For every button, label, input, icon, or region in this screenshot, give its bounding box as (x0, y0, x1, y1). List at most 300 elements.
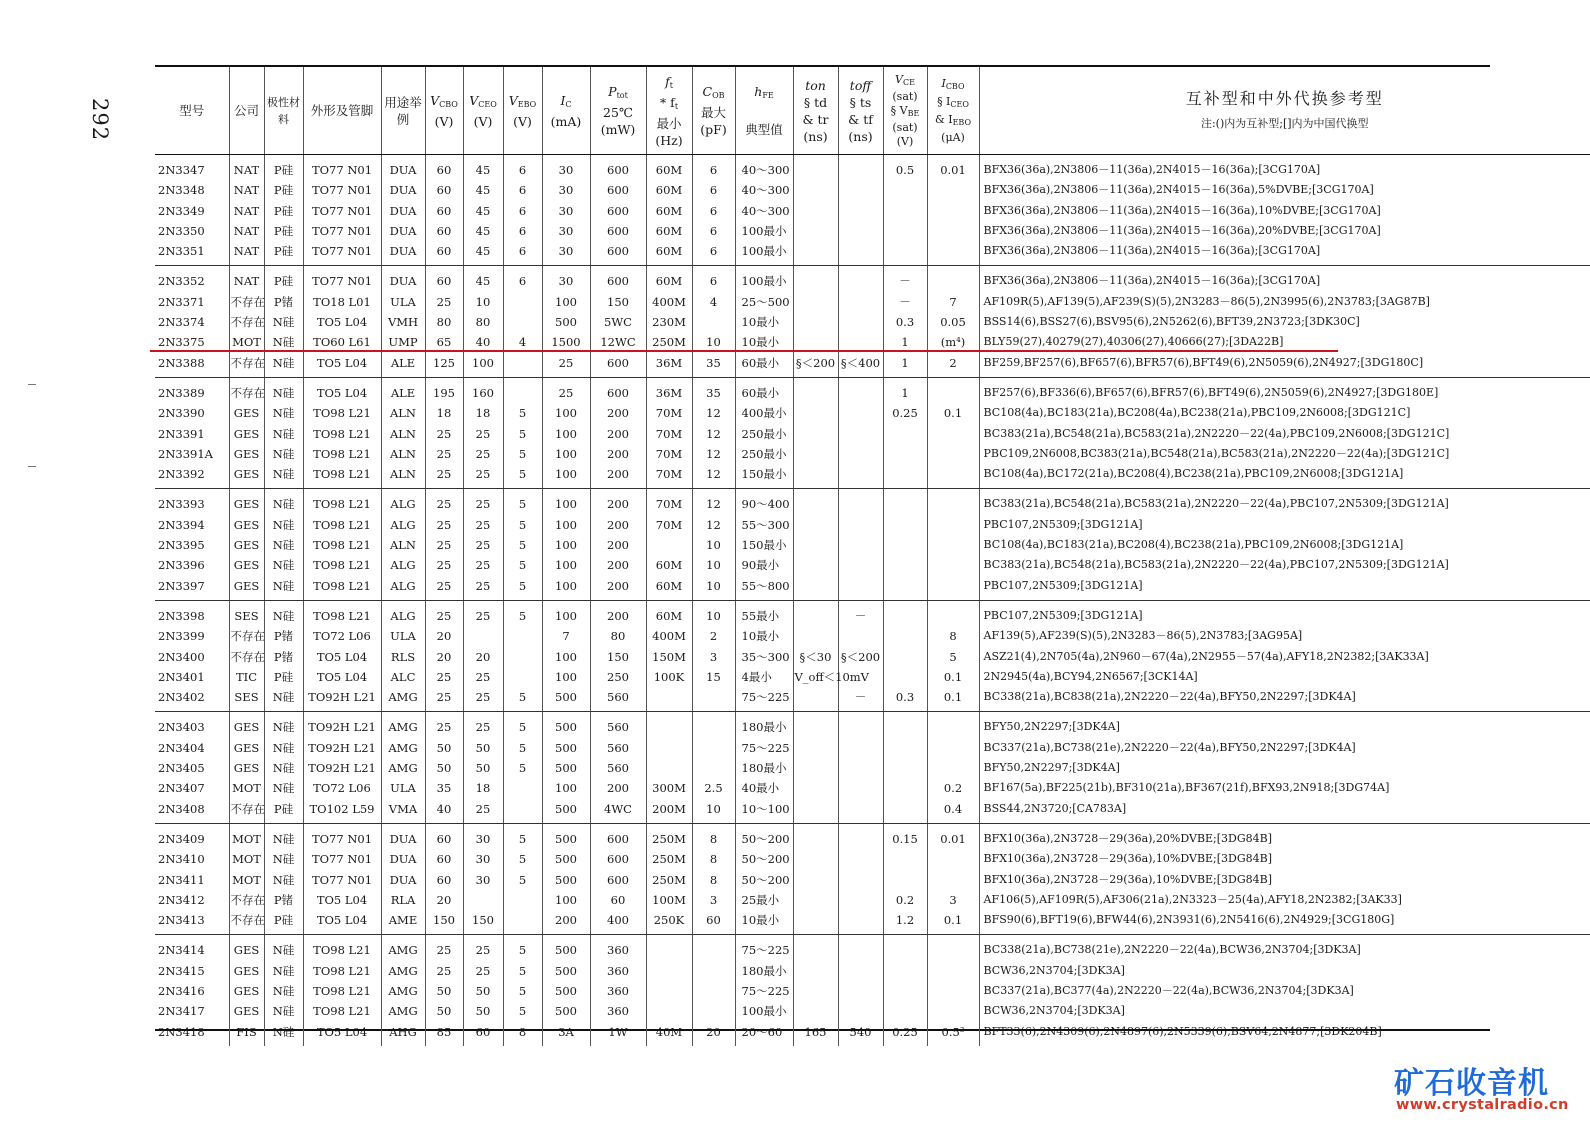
cell-package: TO77 N01 (311, 183, 373, 198)
cell-vebo: 6 (518, 163, 527, 177)
cell-material: P锗 (273, 649, 294, 664)
cell-company: TIC (235, 669, 257, 684)
cell-ft: 60M (655, 578, 683, 593)
cell-company: MOT (232, 852, 261, 867)
cell-cob: 6 (709, 203, 718, 218)
col-material (264, 935, 303, 1046)
cell-vcesat (885, 870, 926, 890)
cell-icbo (929, 1001, 978, 1021)
spec-sheet (155, 65, 1490, 1039)
cell-vcesat (885, 444, 926, 464)
cell-toff (840, 464, 882, 484)
cell-model: 2N3350 (158, 223, 205, 238)
cell-ton (795, 312, 837, 332)
cell-material: P硅 (273, 203, 294, 218)
cell-package: TO98 L21 (313, 578, 371, 593)
cell-ton (795, 981, 837, 1001)
cell-ic: 500 (555, 315, 577, 330)
col-vceo (463, 600, 503, 711)
cell-company: GES (233, 467, 260, 482)
cell-ft: 60M (655, 203, 683, 218)
cell-icbo (929, 555, 978, 575)
cell-vcesat: 0.25 (892, 1024, 918, 1039)
cell-usage: ALG (390, 558, 416, 573)
cell-ft: 250K (653, 913, 685, 928)
col-vebo (503, 377, 542, 488)
cell-hfe: 75～225 (741, 983, 790, 998)
cell-company: 不存在 (230, 385, 265, 400)
cell-vcesat: 0.25 (892, 406, 918, 421)
highlight-line (150, 350, 1338, 352)
col-vcesat (883, 935, 927, 1046)
margin-mark (28, 466, 36, 467)
header-ton: ton § td & tr (ns) (793, 67, 838, 155)
cell-vebo: 8 (518, 1024, 527, 1039)
col-cob (692, 377, 735, 488)
col-toff (838, 600, 883, 711)
cell-usage: ALG (390, 497, 416, 512)
cell-model: 2N3416 (158, 983, 205, 998)
col-material (264, 155, 303, 266)
cell-icbo: 2 (949, 355, 957, 370)
header-package: 外形及管脚 (303, 67, 381, 155)
cell-ptot: 150 (607, 294, 629, 309)
col-ft (646, 489, 692, 600)
cell-vcesat: 0.3 (895, 690, 915, 705)
cell-usage: AMG (388, 720, 418, 735)
cell-material: N硅 (272, 852, 295, 867)
cell-icbo: (m⁴) (940, 335, 966, 350)
col-icbo (927, 377, 979, 488)
col-company (229, 823, 264, 934)
cell-ton: §＜200 (795, 355, 836, 370)
table-body (155, 155, 1590, 1046)
cell-ton (795, 778, 837, 798)
cell-ton (795, 221, 837, 241)
cell-package: TO77 N01 (311, 163, 373, 177)
cell-icbo: 5 (949, 649, 957, 664)
cell-vebo: 5 (518, 1004, 527, 1019)
cell-vcesat (885, 180, 926, 200)
cell-ton (795, 717, 837, 737)
col-vcbo (425, 600, 463, 711)
cell-ic: 100 (555, 608, 577, 623)
col-vcesat (883, 823, 927, 934)
cell-toff (840, 515, 882, 535)
cell-usage: AMG (388, 761, 418, 776)
cell-ic: 100 (555, 781, 577, 796)
cell-vebo (505, 353, 541, 373)
cell-refs: PBC109,2N6008,BC383(21a),BC548(21a),BC583(21a),2N2220－22(4a);[3DG121C] (983, 446, 1450, 460)
row-group (155, 377, 1590, 488)
col-usage (381, 489, 425, 600)
col-cob (692, 600, 735, 711)
cell-vceo: 30 (475, 831, 491, 846)
cell-model: 2N3404 (158, 740, 205, 755)
cell-vcesat (885, 464, 926, 484)
header-row (155, 67, 1590, 155)
col-ton (793, 155, 838, 266)
cell-cob: 6 (709, 183, 718, 198)
row-group (155, 823, 1590, 934)
cell-ic: 30 (558, 163, 574, 177)
cell-cob (694, 738, 734, 758)
header-ic: $I_C$ (mA) (542, 67, 590, 155)
cell-usage: DUA (389, 223, 417, 238)
cell-vceo: 25 (475, 801, 491, 816)
cell-vcbo: 20 (436, 649, 452, 664)
cell-material: N硅 (272, 385, 295, 400)
cell-hfe: 10最小 (741, 335, 780, 350)
col-ic (542, 712, 590, 823)
cell-usage: ALE (390, 355, 416, 370)
cell-refs: BC338(21a),BC738(21e),2N2220－22(4a),BCW36,2N3704;[3DK3A] (983, 943, 1361, 957)
cell-cob: 8 (709, 872, 718, 887)
cell-model: 2N3407 (158, 781, 205, 796)
cell-ton (795, 687, 837, 707)
cell-ft: 36M (655, 385, 683, 400)
col-ton (793, 489, 838, 600)
cell-vebo: 5 (518, 538, 527, 553)
col-ic (542, 377, 590, 488)
cell-ton (795, 383, 837, 403)
cell-ft: 40M (655, 1024, 683, 1039)
cell-refs: BFX10(36a),2N3728－29(36a),20%DVBE;[3DG84B] (983, 831, 1273, 845)
cell-ton (795, 870, 837, 890)
cell-vceo: 45 (475, 183, 491, 198)
col-model (155, 377, 229, 488)
cell-cob: 8 (709, 852, 718, 867)
cell-refs: BFS90(6),BFT19(6),BFW44(6),2N3931(6),2N5416(6),2N4929;[3CG180G] (983, 913, 1395, 927)
col-toff (838, 823, 883, 934)
cell-toff (840, 626, 882, 646)
cell-ptot: 600 (607, 183, 629, 198)
col-hfe (735, 155, 793, 266)
cell-usage: DUA (389, 872, 417, 887)
cell-vcbo: 20 (436, 629, 452, 644)
cell-icbo (929, 221, 978, 241)
cell-vceo: 45 (475, 223, 491, 238)
cell-material: P硅 (273, 669, 294, 684)
cell-toff (840, 849, 882, 869)
cell-hfe: 25最小 (741, 892, 780, 907)
col-icbo (927, 489, 979, 600)
cell-ft: 400M (652, 294, 686, 309)
col-cob (692, 489, 735, 600)
cell-hfe: 50～200 (741, 831, 790, 846)
col-company (229, 712, 264, 823)
cell-ft: 60M (655, 183, 683, 198)
cell-vcesat (885, 778, 926, 798)
cell-vcbo: 25 (436, 608, 452, 623)
cell-vcesat (885, 667, 926, 687)
cell-hfe: 25～500 (741, 294, 790, 309)
cell-ic: 30 (558, 223, 574, 238)
cell-ft: 250M (652, 852, 686, 867)
cell-toff (840, 890, 882, 910)
cell-ft: 250M (652, 335, 686, 350)
cell-vcesat: － (899, 294, 911, 309)
cell-vceo: 25 (475, 426, 491, 441)
cell-package: TO77 N01 (311, 831, 373, 846)
cell-package: TO98 L21 (313, 406, 371, 421)
cell-icbo: 0.1 (943, 406, 963, 421)
cell-toff (840, 576, 882, 596)
cell-model: 2N3394 (158, 517, 205, 532)
cell-vcbo: 60 (436, 274, 452, 289)
cell-usage: AHG (389, 1024, 417, 1039)
cell-ft: 60M (655, 558, 683, 573)
cell-hfe: 10最小 (741, 913, 780, 928)
col-material (264, 377, 303, 488)
col-vebo (503, 266, 542, 377)
cell-hfe: 75～225 (741, 943, 790, 958)
cell-toff (840, 870, 882, 890)
cell-hfe: 400最小 (741, 406, 787, 421)
cell-icbo: 0.05 (940, 315, 966, 330)
cell-ft: 60M (655, 163, 683, 177)
col-ic (542, 600, 590, 711)
cell-ptot: 360 (607, 983, 629, 998)
cell-icbo: 3 (949, 892, 957, 907)
cell-ton (795, 241, 837, 261)
cell-usage: ALE (390, 385, 416, 400)
cell-ptot: 60 (610, 892, 626, 907)
cell-vcesat (885, 555, 926, 575)
cell-vcesat (885, 799, 926, 819)
cell-vcesat: 1 (901, 385, 909, 400)
cell-refs: BC337(21a),BC377(4a),2N2220－22(4a),BCW36,2N3704;[3DK3A] (983, 983, 1354, 997)
cell-ft: 250M (652, 831, 686, 846)
cell-ton (795, 444, 837, 464)
cell-package: TO98 L21 (313, 943, 371, 958)
col-hfe (735, 712, 793, 823)
cell-material: N硅 (272, 831, 295, 846)
col-ft (646, 600, 692, 711)
cell-package: TO5 L04 (316, 355, 368, 370)
col-company (229, 600, 264, 711)
cell-model: 2N3418 (158, 1024, 205, 1039)
header-hfe: $h_{FE}$ 典型值 (735, 67, 793, 155)
cell-refs: BCW36,2N3704;[3DK3A] (983, 1004, 1125, 1018)
cell-vcesat (885, 576, 926, 596)
cell-refs: BFY50,2N2297;[3DK4A] (983, 720, 1120, 734)
cell-vceo: 80 (475, 315, 491, 330)
cell-ic: 500 (555, 1004, 577, 1019)
cell-refs: PBC107,2N5309;[3DG121A] (983, 578, 1143, 592)
cell-vcesat (885, 535, 926, 555)
cell-toff (840, 961, 882, 981)
cell-material: N硅 (272, 538, 295, 553)
cell-refs: BCW36,2N3704;[3DK3A] (983, 963, 1125, 977)
col-company (229, 377, 264, 488)
cell-ptot: 560 (607, 720, 629, 735)
cell-usage: VMH (387, 315, 419, 330)
cell-hfe: 35～300 (741, 649, 790, 664)
cell-hfe: 100最小 (741, 223, 787, 238)
cell-vebo: 5 (518, 852, 527, 867)
cell-vcbo: 80 (436, 315, 452, 330)
cell-vceo: 25 (475, 720, 491, 735)
cell-ft: 70M (655, 497, 683, 512)
cell-material: N硅 (272, 943, 295, 958)
col-usage (381, 266, 425, 377)
col-cob (692, 823, 735, 934)
cell-company: GES (233, 517, 260, 532)
header-model: 型号 (155, 67, 229, 155)
col-toff (838, 489, 883, 600)
cell-package: TO77 N01 (311, 203, 373, 218)
col-usage (381, 823, 425, 934)
cell-vcbo: 25 (436, 467, 452, 482)
cell-package: TO102 L59 (309, 801, 375, 816)
cell-cob: 10 (706, 335, 721, 350)
cell-usage: DUA (389, 274, 417, 289)
cell-hfe: 55～300 (741, 517, 790, 532)
cell-ic: 500 (555, 831, 577, 846)
col-ptot (590, 712, 646, 823)
cell-company: GES (233, 943, 260, 958)
cell-refs: AF106(5),AF109R(5),AF306(21a),2N3323－25(4a),AFY18,2N2382;[3AK33] (983, 892, 1402, 906)
cell-package: TO98 L21 (313, 497, 371, 512)
cell-ft: 150M (652, 649, 686, 664)
cell-vebo: 6 (518, 244, 527, 259)
cell-refs: AF109R(5),AF139(5),AF239(S)(5),2N3283－86(5),2N3995(6),2N3783;[3AG87B] (983, 294, 1430, 308)
cell-ic: 30 (558, 274, 574, 289)
cell-vcesat: 0.3 (895, 315, 915, 330)
col-icbo (927, 600, 979, 711)
cell-vceo: 50 (475, 740, 491, 755)
cell-ic: 100 (555, 538, 577, 553)
cell-vceo: 10 (475, 294, 491, 309)
cell-vcbo: 25 (436, 294, 452, 309)
cell-vceo: 25 (475, 446, 491, 461)
cell-ft: 250M (652, 872, 686, 887)
col-hfe (735, 935, 793, 1046)
cell-cob (694, 717, 734, 737)
cell-company: GES (233, 983, 260, 998)
col-cob (692, 155, 735, 266)
col-refs (979, 600, 1590, 711)
cell-vebo: 5 (518, 761, 527, 776)
col-model (155, 935, 229, 1046)
cell-toff (840, 555, 882, 575)
cell-material: N硅 (272, 608, 295, 623)
col-usage (381, 935, 425, 1046)
col-cob (692, 935, 735, 1046)
cell-hfe: 10最小 (741, 315, 780, 330)
cell-model: 2N3352 (158, 274, 205, 289)
cell-vebo: 5 (518, 983, 527, 998)
col-ic (542, 489, 590, 600)
cell-company: GES (233, 761, 260, 776)
cell-hfe: 40～300 (741, 203, 790, 218)
cell-ton: §＜30 (799, 649, 832, 664)
cell-vebo (505, 778, 541, 798)
cell-ptot: 200 (607, 467, 629, 482)
cell-material: N硅 (272, 963, 295, 978)
cell-vebo: 4 (518, 335, 527, 350)
cell-icbo (929, 606, 978, 626)
cell-material: P硅 (273, 183, 294, 198)
cell-hfe: 100最小 (741, 244, 787, 259)
col-ton (793, 266, 838, 377)
cell-vcesat (885, 201, 926, 221)
col-ptot (590, 935, 646, 1046)
col-vceo (463, 155, 503, 266)
cell-package: TO98 L21 (313, 446, 371, 461)
col-material (264, 823, 303, 934)
cell-vcbo: 125 (433, 355, 455, 370)
cell-vcesat: 1.2 (895, 913, 915, 928)
col-ptot (590, 155, 646, 266)
cell-toff (840, 241, 882, 261)
cell-ton (795, 494, 837, 514)
cell-vcbo: 25 (436, 669, 452, 684)
cell-ton (795, 271, 837, 291)
col-package (303, 377, 381, 488)
cell-vcesat (885, 961, 926, 981)
cell-vceo: 150 (472, 913, 494, 928)
col-ptot (590, 823, 646, 934)
col-vebo (503, 600, 542, 711)
col-hfe (735, 600, 793, 711)
cell-company: 不存在 (230, 355, 265, 370)
col-cob (692, 712, 735, 823)
header-icbo: $I_{CBO}$ § $I_{CEO}$ & $I_{EBO}$ (μA) (927, 67, 979, 155)
cell-vcbo: 25 (436, 578, 452, 593)
cell-vcbo: 25 (436, 963, 452, 978)
cell-icbo (929, 180, 978, 200)
cell-package: TO77 N01 (311, 223, 373, 238)
col-package (303, 712, 381, 823)
cell-ft: 60M (655, 244, 683, 259)
cell-icbo (929, 241, 978, 261)
col-vcbo (425, 377, 463, 488)
cell-vebo: 6 (518, 203, 527, 218)
cell-company: GES (233, 1004, 260, 1019)
col-icbo (927, 823, 979, 934)
cell-ptot: 200 (607, 608, 629, 623)
cell-model: 2N3351 (158, 244, 205, 259)
col-vebo (503, 935, 542, 1046)
cell-cob: 10 (706, 558, 721, 573)
cell-ic: 100 (555, 446, 577, 461)
col-vceo (463, 489, 503, 600)
cell-ton (795, 606, 837, 626)
cell-ptot: 200 (607, 406, 629, 421)
col-vebo (503, 823, 542, 934)
cell-vebo (505, 383, 541, 403)
cell-material: N硅 (272, 781, 295, 796)
cell-material: N硅 (272, 446, 295, 461)
cell-vceo: 25 (475, 517, 491, 532)
cell-vebo (505, 667, 541, 687)
cell-usage: DUA (389, 244, 417, 259)
cell-vebo: 5 (518, 690, 527, 705)
cell-model: 2N3408 (158, 801, 205, 816)
cell-ptot: 560 (607, 761, 629, 776)
cell-vebo (505, 626, 541, 646)
cell-company: 不存在 (230, 294, 265, 309)
cell-icbo (929, 758, 978, 778)
cell-icbo (929, 961, 978, 981)
cell-model: 2N3401 (158, 669, 205, 684)
cell-ptot: 560 (607, 740, 629, 755)
cell-hfe: 75～225 (741, 690, 790, 705)
cell-cob: 12 (706, 517, 721, 532)
cell-usage: AME (388, 913, 418, 928)
